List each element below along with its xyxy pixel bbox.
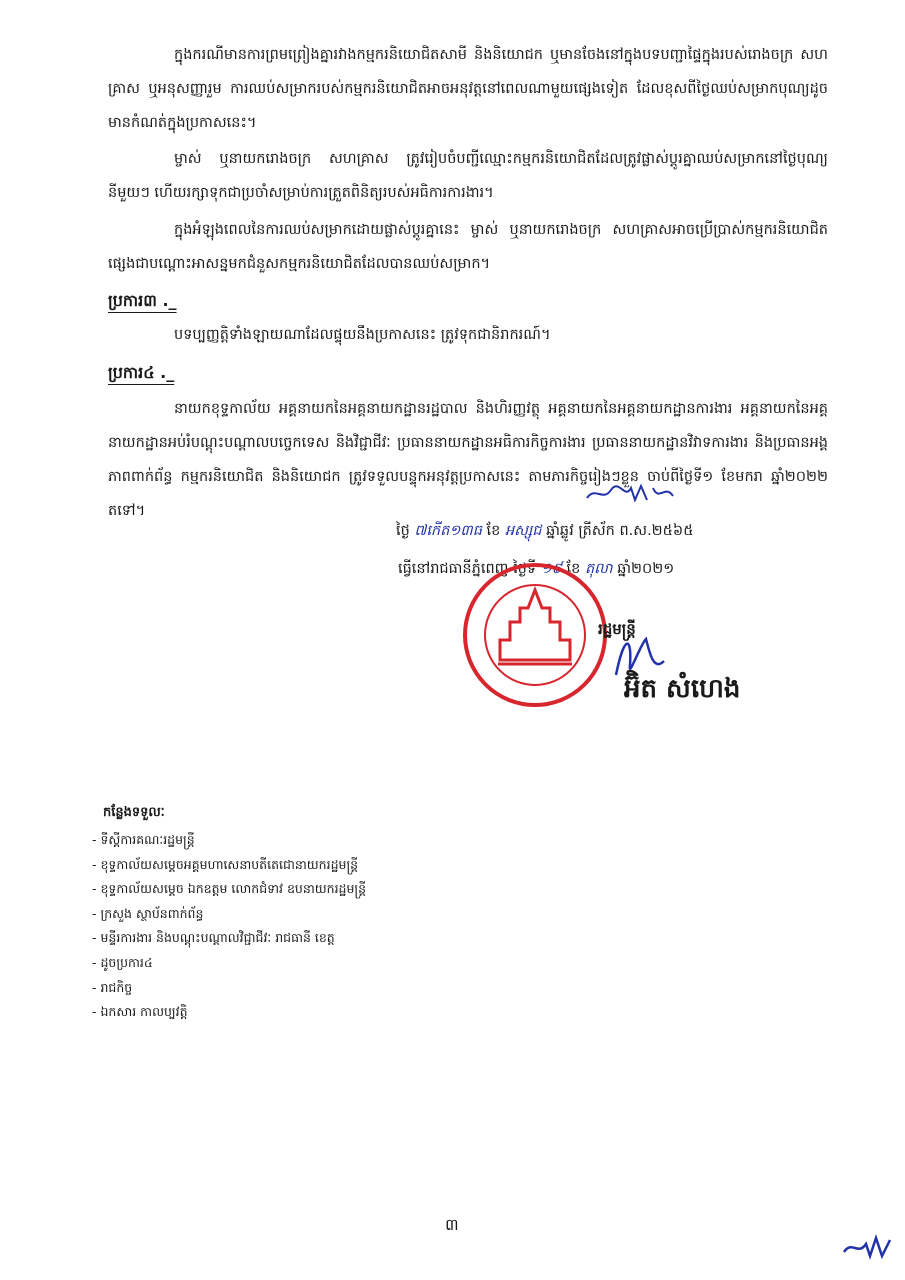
list-item: - ទីស្តីការគណៈរដ្ឋមន្ត្រី [92, 832, 195, 847]
list-item: - ឯកសារ កាលប្បវត្តិ [92, 1004, 188, 1020]
list-item: - ដូចប្រការ៤ [92, 954, 153, 970]
corner-initials-icon [840, 1232, 900, 1262]
list-item: - មន្ទីរការងារ និងបណ្តុះបណ្តាលវិជ្ជាជីវៈ រាជធានី ខេត្ត [92, 930, 335, 946]
page-number: ៣ [445, 1215, 459, 1234]
list-item: - ខុទ្ទកាល័យសម្តេច ឯកឧត្តម លោកជំទាវ ឧបនាយករដ្ឋមន្ត្រី [92, 881, 367, 897]
handwritten-initials-icon [585, 482, 675, 504]
ministry-seal-icon [460, 560, 610, 710]
article-3-text: បទប្បញ្ញត្តិទាំងឡាយណាដែលផ្ទុយនឹងប្រកាសនេះ ត្រូវទុកជានិរាករណ៍។ [174, 327, 551, 343]
article-4-heading: ប្រការ៤ ._ [108, 363, 175, 382]
signatory-name: អ៊ិត សំហេង [624, 674, 741, 704]
list-item: - ក្រសួង ស្ថាប័នពាក់ព័ន្ធ [92, 905, 204, 921]
list-item: - ខុទ្ទកាល័យសម្តេចអគ្គមហាសេនាបតីតេជោនាយករដ្ឋមន្ត្រី [92, 856, 359, 872]
article-3-heading: ប្រការ៣ ._ [108, 291, 177, 310]
paragraph-holiday-roster: ម្ចាស់ ឬនាយករោងចក្រ សហគ្រាស ត្រូវរៀបចំបញ្ជីឈ្មោះកម្មករនិយោជិតដែលត្រូវផ្លាស់ប្តូរគ្នាឈប់សម្រាកនៅថ្ងៃបុណ្យនីមួយៗ ហើយរក្សាទុកជាប្រចាំសម្រាប់ការត្រួតពិនិត្យរបស់អធិការការងារ។ [108, 151, 828, 201]
recipients-list [92, 828, 366, 1025]
paragraph-exception-agreement: ក្នុងករណីមានការព្រមព្រៀងគ្នារវាងកម្មករនិយោជិតសាមី និងនិយោជក ឬមានចែងនៅក្នុងបទបញ្ជាផ្ទៃក្នុងរបស់រោងចក្រ សហគ្រាស ឬអនុសញ្ញារួម ការឈប់សម្រាករបស់កម្មករនិយោជិតអាចអនុវត្តនៅពេលណាមួយផ្សេងទៀត ដែលខុសពីថ្ងៃឈប់សម្រាកបុណ្យដូចមានកំណត់ក្នុងប្រកាសនេះ។ [108, 47, 828, 131]
recipients-title: កន្លែងទទួលៈ [103, 805, 165, 820]
list-item: - រាជកិច្ច [92, 979, 133, 995]
paragraph-temporary-workers: ក្នុងអំឡុងពេលនៃការឈប់សម្រាកដោយផ្លាស់ប្តូរគ្នានេះ ម្ចាស់ ឬនាយករោងចក្រ សហគ្រាសអាចប្រើប្រាស់កម្មករនិយោជិតផ្សេងជាបណ្តោះអាសន្នមកជំនួសកម្មករនិយោជិតដែលបានឈប់សម្រាក។ [108, 222, 828, 272]
solar-date-line: ធ្វើនៅរាជធានីភ្នំពេញ ថ្ងៃទី ១៩ ខែ តុលា ឆ្នាំ២០២១ [398, 561, 675, 577]
lunar-date-line: ថ្ងៃ ៧កើត១៣ធ ខែ អស្សុជ ឆ្នាំឆ្លូវ ត្រីស័ក ព.ស.២៥៦៥ [396, 523, 694, 539]
article-4-text: នាយកខុទ្ទកាល័យ អគ្គនាយកនៃអគ្គនាយកដ្ឋានរដ្ឋបាល និងហិរញ្ញវត្ថុ អគ្គនាយកនៃអគ្គនាយកដ្ឋានការងារ អគ្គនាយកនៃអគ្គនាយកដ្ឋានអប់រំបណ្តុះបណ្តាលបច្ចេកទេស និងវិជ្ជាជីវៈ ប្រធាននាយកដ្ឋានអធិការកិច្ចការងារ ប្រធាននាយកដ្ឋានវិវាទការងារ និងប្រធានអង្គភាពពាក់ព័ន្ធ កម្មករនិយោជិត និងនិយោជក ត្រូវទទួលបន្ទុកអនុវត្តប្រកាសនេះ តាមភារកិច្ចរៀងៗខ្លួន ចាប់ពីថ្ងៃទី១ ខែមករា ឆ្នាំ២០២២ តទៅ។ [108, 401, 828, 519]
signatory-title: រដ្ឋមន្ត្រី [598, 620, 636, 638]
